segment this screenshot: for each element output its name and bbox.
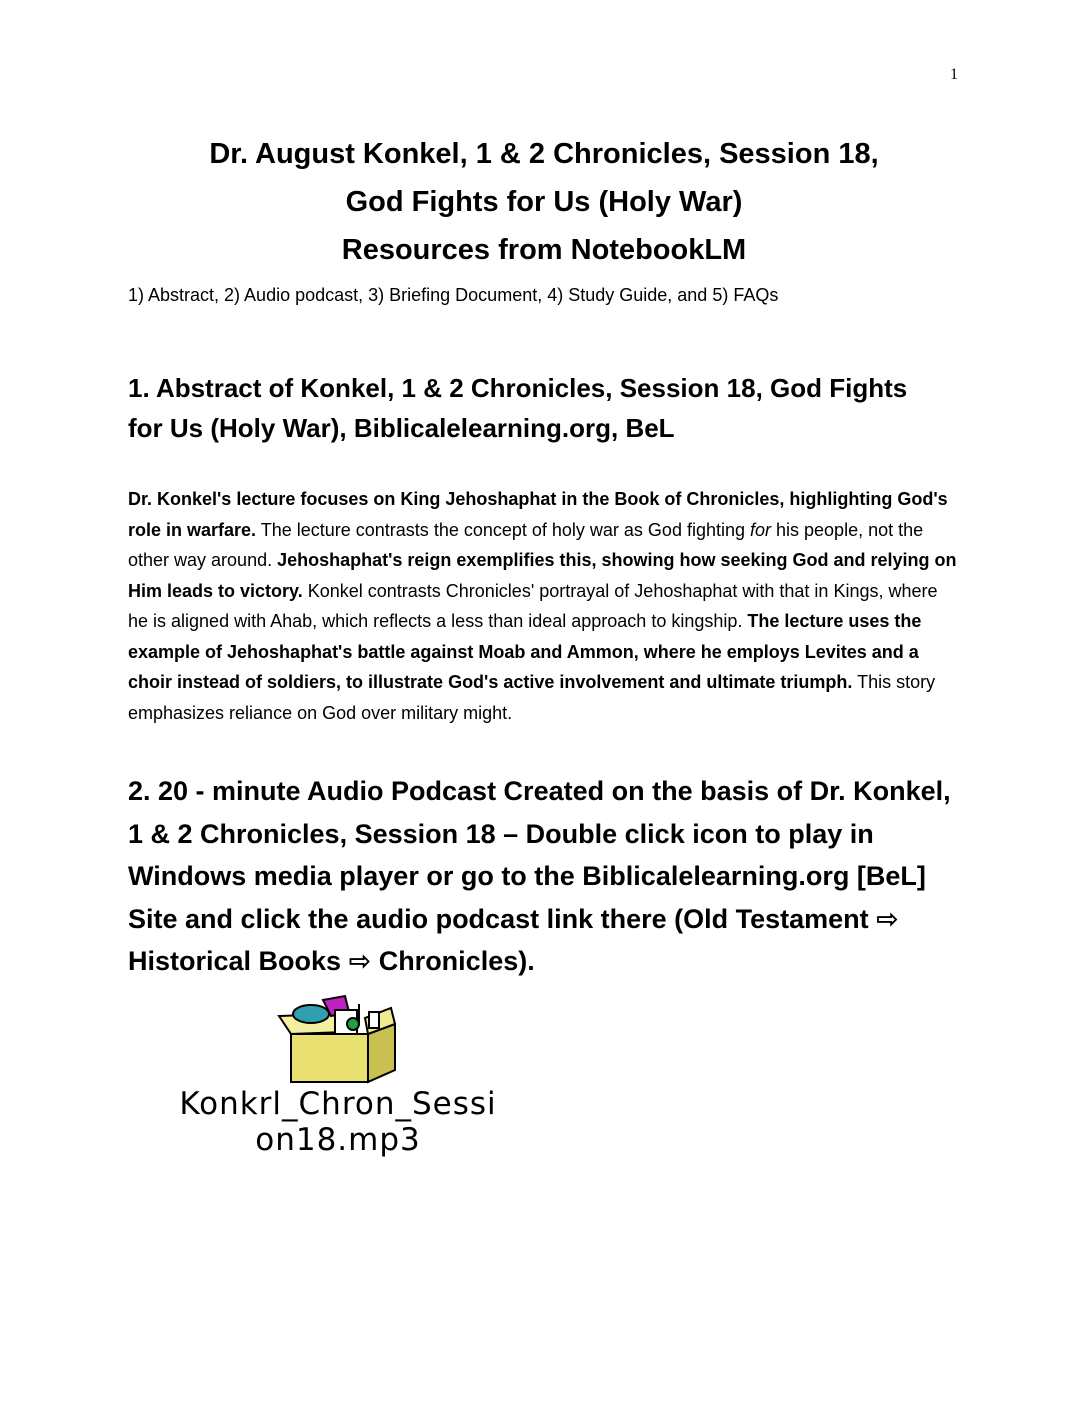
abstract-text-2: his people, not the other way around. xyxy=(128,519,924,570)
section2-heading-part3: Chronicles). xyxy=(371,946,535,976)
abstract-text-3: Konkel contrasts Chronicles' portrayal of Jehoshaphat with that in Kings, where he is aligned with Ahab, which reflects a less than ideal approach to kingship. xyxy=(128,580,938,631)
contents-line: 1) Abstract, 2) Audio podcast, 3) Briefing Document, 4) Study Guide, and 5) FAQs xyxy=(128,285,779,305)
section1-heading-line2: for Us (Holy War), Biblicalelearning.org, BeL xyxy=(128,413,675,443)
abstract-bold-3: The lecture uses the example of Jehoshaphat's battle against Moab and Ammon, where he employs Levites and a choir instead of soldiers, to illustrate God's active involvement and ultimate triumph. xyxy=(128,611,922,692)
audio-file-label-line2: on18.mp3 xyxy=(255,1122,421,1158)
abstract-bold-1: Dr. Konkel's lecture focuses on King Jehoshaphat in the Book of Chronicles, highlighting God's role in warfare. xyxy=(128,489,948,540)
page-number: 1 xyxy=(950,66,958,83)
abstract-bold-2: Jehoshaphat's reign exemplifies this, showing how seeking God and relying on Him leads to victory. xyxy=(128,550,957,601)
title-line-2: God Fights for Us (Holy War) xyxy=(345,186,743,218)
media-package-icon[interactable] xyxy=(273,994,403,1084)
section1-heading-line1: 1. Abstract of Konkel, 1 & 2 Chronicles, Session 18, God Fights xyxy=(128,373,908,403)
title-line-3: Resources from NotebookLM xyxy=(341,234,747,266)
section2-heading-part2: Historical Books xyxy=(128,946,349,976)
audio-file-label-line1: Konkrl_Chron_Sessi xyxy=(179,1086,497,1122)
arrow-right-icon: ⇨ xyxy=(348,946,372,976)
abstract-text-1: The lecture contrasts the concept of holy war as God fighting xyxy=(256,519,750,540)
audio-file-icon-link[interactable] xyxy=(128,994,548,1164)
abstract-text-4: This story emphasizes reliance on God over military might. xyxy=(128,672,936,723)
section2-heading-part1: 2. 20 - minute Audio Podcast Created on the basis of Dr. Konkel, 1 & 2 Chronicles, Session 18 – Double click icon to play in Windows media player or go to the Biblicalelearning.org [BeL] Site and click the audio podcast link there (Old Testament xyxy=(128,776,951,934)
arrow-right-icon: ⇨ xyxy=(876,903,899,934)
title-line-1: Dr. August Konkel, 1 & 2 Chronicles, Session 18, xyxy=(209,138,879,170)
abstract-paragraph xyxy=(128,484,958,728)
abstract-italic-1: for xyxy=(750,519,772,540)
section2-heading xyxy=(128,770,968,983)
audio-file-label[interactable] xyxy=(128,1086,548,1158)
document-title xyxy=(0,130,1088,274)
section1-heading xyxy=(128,368,958,448)
